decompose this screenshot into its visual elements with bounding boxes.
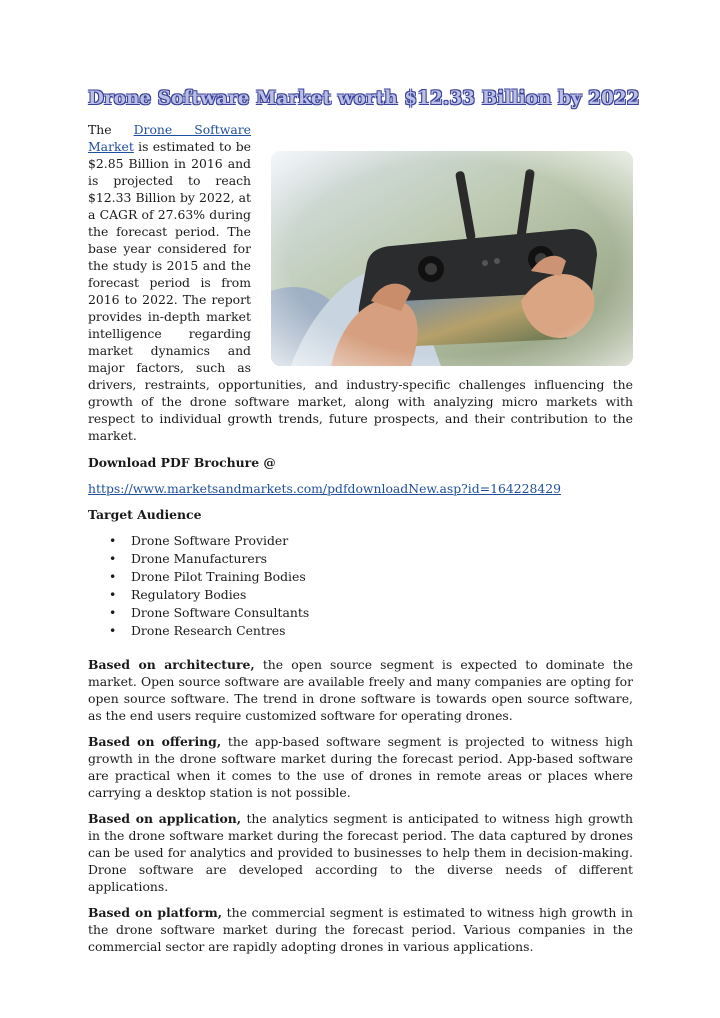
segment-text: the open source segment is expected to dominate the market. Open source software are available freely and many companies are opting for open source software. The trend in drone software is towards open source software, as the end users require customized software for operating drones. <box>88 657 633 723</box>
list-item: • Drone Manufacturers <box>131 550 633 568</box>
intro-text: is estimated to be $2.85 Billion in 2016 and is projected to reach $12.33 Billion by 2022, at a CAGR of 27.63% during the forecast period. The base year considered for the study is 2015 and the forecast period is from 2016 to 2022. The report provides in-depth market intelligence regarding market dynamics and major factors, such as drivers, restraints, opportunities, and industry-specific challenges influencing the growth of the drone software market, along with analyzing micro markets with respect to individual growth trends, future prospects, and their contribution to the market. <box>88 139 633 443</box>
download-brochure-label: Download PDF Brochure @ <box>88 455 276 470</box>
segment-label: Based on platform, <box>88 905 223 920</box>
intro-paragraph <box>88 121 633 444</box>
segment-label: Based on architecture, <box>88 657 255 672</box>
drone-controller-photo <box>271 151 633 366</box>
segment-platform <box>88 904 633 955</box>
target-audience-list <box>88 532 633 640</box>
target-audience-heading: Target Audience <box>88 507 202 522</box>
drone-software-market-link[interactable]: Drone Software Market <box>88 122 251 154</box>
segment-offering <box>88 733 633 801</box>
segment-text: the analytics segment is anticipated to witness high growth in the drone software market during the forecast period. The data captured by drones can be used for analytics and provided to businesses to help them in decision-making. Drone software are developed according to the diverse needs of different applications. <box>88 811 633 894</box>
list-item: • Drone Pilot Training Bodies <box>131 568 633 586</box>
segment-text: the app-based software segment is projected to witness high growth in the drone software market during the forecast period. App-based software are practical when it comes to the use of drones in remote areas or places where carrying a desktop station is not possible. <box>88 734 633 800</box>
segment-label: Based on offering, <box>88 734 222 749</box>
intro-prefix: The <box>88 122 112 137</box>
segment-application <box>88 810 633 895</box>
list-item: • Regulatory Bodies <box>131 586 633 604</box>
segment-text: the commercial segment is estimated to witness high growth in the drone software market during the forecast period. Various companies in the commercial sector are rapidly adopting drones in various applications. <box>88 905 633 954</box>
article-body <box>88 121 633 955</box>
brochure-url-link[interactable]: https://www.marketsandmarkets.com/pdfdownloadNew.asp?id=164228429 <box>88 481 562 496</box>
list-item: • Drone Software Provider <box>131 532 633 550</box>
segment-architecture <box>88 656 633 724</box>
list-item: • Drone Research Centres <box>131 622 633 640</box>
page-title: Drone Software Market worth $12.33 Billion by 2022 <box>88 88 640 109</box>
list-item: • Drone Software Consultants <box>131 604 633 622</box>
segment-label: Based on application, <box>88 811 242 826</box>
